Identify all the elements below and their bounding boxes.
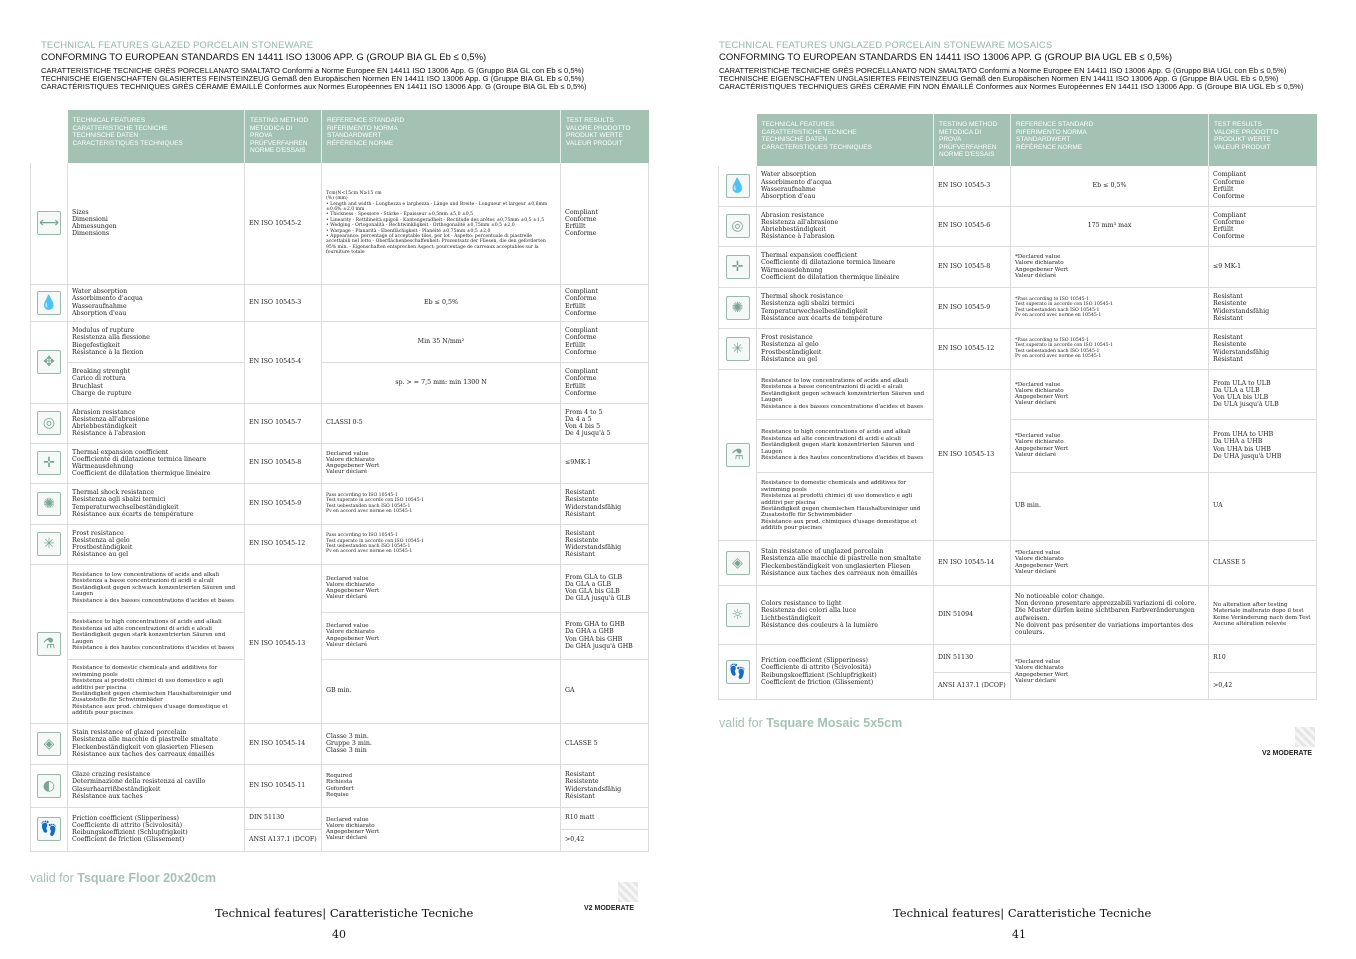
method-cell: DIN 51130 (934, 644, 1011, 672)
water-drop-icon: 💧 (726, 174, 750, 198)
method-cell: EN ISO 10545-2 (245, 163, 322, 284)
feature-cell: Friction coefficient (Slipperiness) Coefficiente di attrito (Scivolosità) Reibungskoeffizient (Schlupfrigkeit) Coefficient de friction (Glissement) (68, 807, 245, 851)
product-name: Tsquare Mosaic 5x5cm (766, 716, 903, 730)
method-cell: EN ISO 10545-12 (934, 328, 1011, 369)
method-cell: EN ISO 10545-3 (934, 166, 1011, 206)
table-row (31, 659, 649, 723)
valid-for-label: valid for Tsquare Floor 20x20cm (30, 871, 216, 885)
table-row (31, 723, 649, 764)
temperature-icon: ✛ (37, 451, 61, 475)
method-cell: DIN 51130 (245, 807, 322, 829)
result-cell: Resistant Resistente Widerstandsfähig Résistant (561, 524, 649, 564)
table-row (719, 585, 1317, 644)
reference-cell: 175 mm³ max (1011, 206, 1209, 246)
left-header-line: CARACTÉRISTIQUES TECHNIQUES GRÈS CÉRAME ÉMAILLÉ Conformes aux Normes Européennes EN 14411 ISO 13006 App. G (Groupe BIA GL Eb ≤ 0,5%) (41, 82, 587, 91)
method-cell: EN ISO 10545-14 (245, 723, 322, 764)
table-row (719, 644, 1317, 672)
result-cell: Resistant Resistente Widerstandsfähig Résistant (561, 483, 649, 524)
footer-title: Technical features| Caratteristiche Tecniche (215, 906, 474, 920)
reference-cell: Classe 3 min. Gruppe 3 min. Classe 3 min (322, 723, 561, 764)
reference-cell: Eb ≤ 0,5% (1011, 166, 1209, 206)
result-cell: Compliant Conforme Erfüllt Conforme (561, 362, 649, 403)
result-cell: Resistant Resistente Widerstandsfähig Résistant (561, 764, 649, 807)
result-cell: No alteration after testing Materiale inalterato dopo il test Keine Veränderung nach dem Test Aucune altération relevée (1209, 585, 1317, 644)
snowflake-icon: ✳ (37, 532, 61, 556)
stain-icon: ◈ (37, 732, 61, 756)
feature-cell: Frost resistance Resistenza al gelo Frostbeständigkeit Résistance au gel (757, 328, 934, 369)
reference-cell: CLASSI 0-5 (322, 403, 561, 443)
result-cell: Compliant Conforme Erfüllt Conforme (1209, 166, 1317, 206)
water-drop-icon: 💧 (37, 291, 61, 315)
right-header-line: CARACTÉRISTIQUES TECHNIQUES GRÈS CÉRAME FIN NON ÉMAILLÉ Conformes aux Normes Européennes EN 14411 ISO 13006 App. G (Groupe BIA UGL Eb ≤ 0,5%) (719, 82, 1304, 91)
shade-variation-label: V2 MODERATE (1262, 750, 1313, 757)
method-cell: EN ISO 10545-9 (934, 287, 1011, 328)
header-method: TESTING METHOD METODICA DI PROVA PRÜFVERFAHREN NORME D'ESSAIS (245, 110, 322, 163)
right-header-line: TECHNISCHE EIGENSCHAFTEN UNGLASIERTES FEINSTEINZEUG Gemäß den Europäischen Normen EN 14411 ISO 13006 App. G (Gruppe BIA UGL Eb ≤ 0,5%) (719, 74, 1279, 83)
feature-cell: Sizes Dimensioni Abmessungen Dimensions (68, 163, 245, 284)
right-title: TECHNICAL FEATURES UNGLAZED PORCELAIN STONEWARE MOSAICS (719, 40, 1053, 51)
result-cell: >0,42 (561, 829, 649, 851)
feature-cell: Modulus of rupture Resistenza alla flessione Biegefestigkeit Résistance à la flexion (68, 321, 245, 362)
reference-cell: sp. > = 7,5 mm: min 1300 N (322, 362, 561, 403)
arrows-icon: ✥ (37, 350, 61, 374)
table-row (31, 443, 649, 483)
method-cell: EN ISO 10545-13 (934, 369, 1011, 540)
feature-cell: Abrasion resistance Resistenza all'abrasione Abriebbeständigkeit Résistance à l'abrasion (757, 206, 934, 246)
table-row (719, 166, 1317, 206)
header-features: TECHNICAL FEATURES CARATTERISTICHE TECNICHE TECHNISCHE DATEN CARACTERISTIQUES TECHNIQUES (68, 110, 245, 163)
temperature-icon: ✛ (726, 255, 750, 279)
method-cell: EN ISO 10545-13 (245, 564, 322, 723)
method-cell: EN ISO 10545-8 (245, 443, 322, 483)
result-cell: From GHA to GHB Da GHA a GHB Von GHA bis GHB De GHA jusqu'à GHB (561, 612, 649, 659)
reference-cell: No noticeable color change. Non devono presentare apprezzabili variazioni di colore. Die Muster dürfen keine sichtbaren Farbveränderungen aufweisen. Ne doivent pas présenter de variations importantes des couleurs. (1011, 585, 1209, 644)
reference-cell: *Pass according to ISO 10545-1 Test superato in accordo con ISO 10545-1 Test uebestanden nach ISO 10545-1 Pv en accord avec norme en 10545-1 (1011, 328, 1209, 369)
result-cell: GA (561, 659, 649, 723)
result-cell: R10 (1209, 644, 1317, 672)
left-header-line: TECHNISCHE EIGENSCHAFTEN GLASIERTES FEINSTEINZEUG Gemäß den Europäischen Normen EN 14411 ISO 13006 App. G (Gruppe BIA GL Eb ≤ 0,5%) (41, 74, 584, 83)
table-row (719, 206, 1317, 246)
table-row (31, 362, 649, 403)
feature-cell: Resistance to high concentrations of acids and alkali Resistenza ad alte concentrazioni di acidi e alcali Beständigkeit gegen stark konzentrierten Säuren und Laugen Résistance à des hautes concentrations d'acides et bases (757, 419, 934, 472)
page-number: 41 (1012, 928, 1026, 941)
result-cell: R10 matt (561, 807, 649, 829)
method-cell: EN ISO 10545-4 (245, 321, 322, 403)
result-cell: From 4 to 5 Da 4 a 5 Von 4 bis 5 De 4 jusqu'à 5 (561, 403, 649, 443)
feature-cell: Stain resistance of unglazed porcelain Resistenza alle macchie di piastrelle non smaltate Fleckenbeständigkeit von unglasierten Fliesen Résistance aux taches des carreaux non émaillés (757, 540, 934, 585)
v2-badge-icon (618, 882, 638, 902)
result-cell: From ULA to ULB Da ULA a ULB Von ULA bis ULB De ULA jusqu'à ULB (1209, 369, 1317, 419)
reference-cell: *Declared value Valore dichiarato Angegebener Wert Valeur déclaré (1011, 644, 1209, 699)
header-reference: REFERENCE STANDARD RIFERIMENTO NORMA STANDARDWERT RÉFÉRENCE NORME (322, 110, 561, 163)
feature-cell: Resistance to low concentrations of acids and alkali Resistenza a basse concentrazioni di acidi e alcali Beständigkeit gegen schwach konzentrierten Säuren und Laugen Résistance à des basses concentrations d'acides et bases (757, 369, 934, 419)
result-cell: >0,42 (1209, 672, 1317, 699)
left-features-table (30, 110, 649, 852)
page-number: 40 (332, 928, 346, 941)
feature-cell: Frost resistance Resistenza al gelo Frostbeständigkeit Résistance au gel (68, 524, 245, 564)
reference-cell: *Pass according to ISO 10545-1 Test superato in accordo con ISO 10545-1 Test uebestanden nach ISO 10545-1 Pv en accord avec norme en 10545-1 (1011, 287, 1209, 328)
header-reference: REFERENCE STANDARD RIFERIMENTO NORMA STANDARDWERT RÉFÉRENCE NORME (1011, 114, 1209, 166)
table-row (31, 612, 649, 659)
feature-cell: Glaze crazing resistance Determinazione della resistenza al cavillo Glasurhaarrißbeständigkeit Résistance aux taches (68, 764, 245, 807)
valid-for-label: valid for Tsquare Mosaic 5x5cm (719, 716, 903, 730)
reference-cell: *Declared value Valore dichiarato Angegebener Wert Valeur déclaré (1011, 246, 1209, 287)
table-row (719, 287, 1317, 328)
reference-cell: UB min. (1011, 472, 1209, 540)
right-features-table (718, 114, 1317, 700)
feature-cell: Resistance to domestic chemicals and additives for swimming pools Resistenza ai prodotti chimici di uso domestico e agli additivi per piscina Beständigkeit gegen chemischen Haushaltsreiniger und Zusatzstoffe für Schwimmbäder Résistance aux prod. chimiques d'usage domestique et additifs pour piscines (68, 659, 245, 723)
reference-cell: *Declared value Valore dichiarato Angegebener Wert Valeur déclaré (1011, 419, 1209, 472)
result-cell: Resistant Resistente Widerstandsfähig Résistant (1209, 287, 1317, 328)
footer-title: Technical features| Caratteristiche Tecniche (893, 906, 1152, 920)
crack-icon: ◐ (37, 774, 61, 798)
method-cell: EN ISO 10545-6 (934, 206, 1011, 246)
reference-cell: Pass according to ISO 10545-1 Test superato in accordo con ISO 10545-1 Test uebestanden nach ISO 10545-1 Pv en accord avec norme en 10545-1 (322, 524, 561, 564)
reference-cell: Declared value Valore dichiarato Angegebener Wert Valeur déclaré (322, 612, 561, 659)
header-features: TECHNICAL FEATURES CARATTERISTICHE TECNICHE TECHNISCHE DATEN CARACTERISTIQUES TECHNIQUES (757, 114, 934, 166)
v2-badge-icon (1295, 727, 1315, 747)
spiral-icon: ◎ (726, 214, 750, 238)
ruler-icon: ⟷ (37, 211, 61, 235)
sun-icon: ☼ (726, 603, 750, 627)
reference-cell: Min 35 N/mm² (322, 321, 561, 362)
method-cell: DIN 51094 (934, 585, 1011, 644)
method-cell: EN ISO 10545-12 (245, 524, 322, 564)
feature-cell: Water absorption Assorbimento d'acqua Wasseraufnahme Absorption d'eau (68, 284, 245, 321)
reference-cell: Eb ≤ 0,5% (322, 284, 561, 321)
table-row (31, 807, 649, 829)
result-cell: UA (1209, 472, 1317, 540)
right-header-line: CARATTERISTICHE TECNICHE GRÈS PORCELLANATO NON SMALTATO Conformi a Norme Europee EN 14411 ISO 13006 App. G (Gruppo BIA UGL con Eb ≤ 0,5%) (719, 66, 1287, 75)
shade-variation-label: V2 MODERATE (584, 905, 635, 912)
feature-cell: Water absorption Assorbimento d'acqua Wasseraufnahme Absorption d'eau (757, 166, 934, 206)
right-subtitle: CONFORMING TO EUROPEAN STANDARDS EN 14411 ISO 13006 APP. G (GROUP BIA UGL EB ≤ 0,5%) (719, 52, 1173, 63)
snowflake-sun-icon: ✺ (37, 492, 61, 516)
table-row (31, 403, 649, 443)
table-row (31, 524, 649, 564)
left-subtitle: CONFORMING TO EUROPEAN STANDARDS EN 14411 ISO 13006 APP. G (GROUP BIA GL Eb ≤ 0,5%) (41, 52, 487, 63)
reference-cell: Tcm(N<15cm N≥15 cm (%) (mm) • Length and width - Lunghezza e larghezza - Länge und Breite - Longueur et largeur ±0,6mm ±0,6% ±2,0 mm • Thickness - Spessore - Stärke - Épaisseur ±0,5mm ±5,0 ±0,5 • Linearity - Rettilineità spigoli - Kantengeradheit - Rectitude des arêtes ±0,75mm ±0,5 ±1,5 • Wedging - Ortogonalità - Rechtwinkligkeit - Orthogonalité ±0,75mm ±0,5 ±2,0 • Warpage - Planarità - Ebenflächigkeit - Planéité ±0,75mm ±0,5 ±2,0 • Appearance: percentage of acceptable tiles, per lot - Aspetto: percentuale di piastrelle accettabili nel lotto - Oberflächenbeschaffenheit: Prozentsatz der Fliesen, die den geforderten 95% min. - Eigenschaften entsprechen Aspect: pourcentage de carreaux acceptables sur la fourniture totale (322, 163, 561, 284)
feature-cell: Colors resistance to light Resistenza dei colori alla luce Lichtbeständigkeit Résistance des couleurs à la lumière (757, 585, 934, 644)
feature-cell: Thermal expansion coefficient Coefficiente di dilatazione termica lineare Wärmeausdehnung Coefficient de dilatation thermique linéaire (68, 443, 245, 483)
table-row (31, 321, 649, 362)
result-cell: CLASSE 5 (561, 723, 649, 764)
table-row (31, 163, 649, 284)
foot-icon: 👣 (726, 660, 750, 684)
product-name: Tsquare Floor 20x20cm (77, 871, 216, 885)
result-cell: Compliant Conforme Erfüllt Conforme (1209, 206, 1317, 246)
foot-icon: 👣 (37, 817, 61, 841)
table-row (31, 284, 649, 321)
feature-cell: Abrasion resistance Resistenza all'abrasione Abriebbeständigkeit Résistance à l'abrasion (68, 403, 245, 443)
method-cell: ANSI A137.1 (DCOF) (245, 829, 322, 851)
result-cell: CLASSE 5 (1209, 540, 1317, 585)
feature-cell: Resistance to high concentrations of acids and alkali Resistenza ad alte concentrazioni di acidi e alcali Beständigkeit gegen stark konzentrierten Säuren und Laugen Résistance à des hautes concentrations d'acides et bases (68, 612, 245, 659)
spiral-icon: ◎ (37, 411, 61, 435)
method-cell: EN ISO 10545-9 (245, 483, 322, 524)
method-cell: EN ISO 10545-7 (245, 403, 322, 443)
table-row (31, 483, 649, 524)
reference-cell: Required Richiesta Gefordert Requise (322, 764, 561, 807)
table-row (719, 246, 1317, 287)
left-header-line: CARATTERISTICHE TECNICHE GRÈS PORCELLANATO SMALTATO Conformi a Norme Europee EN 14411 ISO 13006 App. G (Gruppo BIA GL con Eb ≤ 0,5%) (41, 66, 584, 75)
snowflake-sun-icon: ✺ (726, 296, 750, 320)
feature-cell: Resistance to low concentrations of acids and alkali Resistenza a basse concentrazioni di acidi e alcali Beständigkeit gegen schwach konzentrierten Säuren und Laugen Résistance à des basses concentrations d'acides et bases (68, 564, 245, 612)
result-cell: ≤9MK-1 (561, 443, 649, 483)
result-cell: From GLA to GLB Da GLA a GLB Von GLA bis GLB De GLA jusqu'à GLB (561, 564, 649, 612)
flask-icon: ⚗ (37, 632, 61, 656)
snowflake-icon: ✳ (726, 337, 750, 361)
feature-cell: Stain resistance of glazed porcelain Resistenza alle macchie di piastrelle smaltate Fleckenbeständigkeit von glasierten Fliesen Résistance aux taches des carreaux émaillés (68, 723, 245, 764)
reference-cell: GB min. (322, 659, 561, 723)
reference-cell: Pass according to ISO 10545-1 Test superato in accordo con ISO 10545-1 Test uebestanden nach ISO 10545-1 Pv en accord avec norme en 10545-1 (322, 483, 561, 524)
flask-icon: ⚗ (726, 443, 750, 467)
feature-cell: Friction coefficient (Slipperiness) Coefficiente di attrito (Scivolosità) Reibungskoeffizient (Schlupfrigkeit) Coefficient de friction (Glissement) (757, 644, 934, 699)
table-row (31, 564, 649, 612)
feature-cell: Breaking strenght Carico di rottura Bruchlast Charge de rupture (68, 362, 245, 403)
reference-cell: *Declared value Valore dichiarato Angegebener Wert Valeur déclaré (1011, 540, 1209, 585)
table-row (719, 472, 1317, 540)
feature-cell: Thermal shock resistance Resistenza agli sbalzi termici Temperaturwechselbeständigkeit Résistance aux écarts de température (757, 287, 934, 328)
table-row (719, 369, 1317, 419)
method-cell: EN ISO 10545-3 (245, 284, 322, 321)
feature-cell: Thermal shock resistance Resistenza agli sbalzi termici Temperaturwechselbeständigkeit Résistance aux écarts de température (68, 483, 245, 524)
reference-cell: Declared value Valore dichiarato Angegebener Wert Valeur déclaré (322, 443, 561, 483)
method-cell: ANSI A137.1 (DCOF) (934, 672, 1011, 699)
table-row (31, 764, 649, 807)
result-cell: From UHA to UHB Da UHA a UHB Von UHA bis UHB De UHA jusqu'à UHB (1209, 419, 1317, 472)
method-cell: EN ISO 10545-11 (245, 764, 322, 807)
result-cell: ≤9 MK-1 (1209, 246, 1317, 287)
result-cell: Compliant Conforme Erfüllt Conforme (561, 284, 649, 321)
result-cell: Compliant Conforme Erfüllt Conforme (561, 321, 649, 362)
left-title: TECHNICAL FEATURES GLAZED PORCELAIN STONEWARE (41, 40, 314, 51)
reference-cell: *Declared value Valore dichiarato Angegebener Wert Valeur déclaré (1011, 369, 1209, 419)
feature-cell: Resistance to domestic chemicals and additives for swimming pools Resistenza ai prodotti chimici di uso domestico e agli additivi per piscina Beständigkeit gegen chemischen Haushaltsreiniger und Zusatzstoffe für Schwimmbäder Résistance aux prod. chimiques d'usage domestique et additifs pour piscines (757, 472, 934, 540)
feature-cell: Thermal expansion coefficient Coefficiente di dilatazione termica lineare Wärmeausdehnung Coefficient de dilatation thermique linéaire (757, 246, 934, 287)
reference-cell: Declared value Valore dichiarato Angegebener Wert Valeur déclaré (322, 564, 561, 612)
header-results: TEST RESULTS VALORE PRODOTTO PRODUKT WERTE VALEUR PRODUIT (1209, 114, 1317, 166)
reference-cell: Declared value Valore dichiarato Angegebener Wert Valeur déclaré (322, 807, 561, 851)
result-cell: Compliant Conforme Erfüllt Conforme (561, 163, 649, 284)
header-method: TESTING METHOD METODICA DI PROVA PRÜFVERFAHREN NORME D'ESSAIS (934, 114, 1011, 166)
method-cell: EN ISO 10545-14 (934, 540, 1011, 585)
table-row (719, 328, 1317, 369)
stain-icon: ◈ (726, 551, 750, 575)
table-row (719, 540, 1317, 585)
method-cell: EN ISO 10545-8 (934, 246, 1011, 287)
header-results: TEST RESULTS VALORE PRODOTTO PRODUKT WERTE VALEUR PRODUIT (561, 110, 649, 163)
result-cell: Resistant Resistente Widerstandsfähig Résistant (1209, 328, 1317, 369)
table-row (719, 419, 1317, 472)
right-page (678, 0, 1356, 959)
